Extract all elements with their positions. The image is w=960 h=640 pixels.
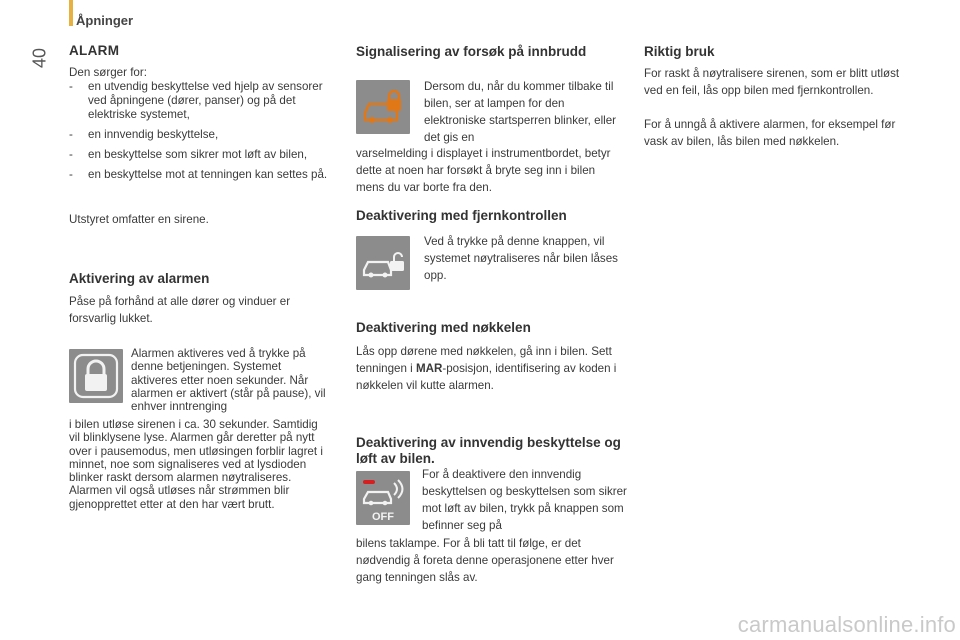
list-item: - en utvendig beskyttelse ved hjelp av sensorer ved åpningene (dører, panser) og på det elektriske systemet, [69, 80, 331, 122]
mar-position-label: MAR [415, 362, 443, 375]
signal-title: Signalisering av forsøk på innbrudd [356, 44, 587, 59]
remote-text: Ved å trykke på denne knappen, vil systemet nøytraliseres når bilen låses opp. [424, 235, 618, 282]
alarm-title: ALARM [69, 43, 120, 58]
key-title: Deaktivering med nøkkelen [356, 320, 531, 335]
activation-title: Aktivering av alarmen [69, 271, 210, 286]
interior-float-text: For å deaktivere den innvendig beskyttelsen og beskyttelsen som sikrer mot løft av bilen, trykk på knappen som befinner seg på [422, 468, 627, 532]
watermark: carmanualsonline.info [737, 612, 956, 637]
key-text: Lås opp dørene med nøkkelen, gå inn i bilen. Sett tenningen i MAR-posisjon, identifisering av koden i nøkkelen vil kutte alarmen. [356, 345, 617, 392]
alarm-intro: Den sørger for: [69, 66, 147, 79]
activation-rest-text: i bilen utløse sirenen i ca. 30 sekunder. Samtidig vil blinklysene lyse. Alarmen går deretter på nytt over i pausemodus, men utløsingen forblir lagret i minnet, noe som signaliseres ved at lysdioden blinker raskt dersom alarmen nøytraliseres. Alarmen vil også utløses når strømmen blir gjenopprettet etter at den har vært brutt. [69, 418, 323, 511]
activation-text: Påse på forhånd at alle dører og vinduer er forsvarlig lukket. [69, 295, 291, 325]
section-title: Åpninger [76, 13, 134, 28]
interior-protection-off-icon [356, 471, 410, 525]
list-item: - en beskyttelse mot at tenningen kan settes på. [69, 168, 331, 182]
remote-unlock-icon [356, 236, 410, 290]
signal-rest-text: varselmelding i displayet i instrumentbordet, betyr dette at noen har forsøkt å bryte seg inn i bilen mens du var borte fra den. [356, 147, 611, 194]
interior-title: Deaktivering av innvendig beskyttelse og løft av bilen. [356, 435, 621, 466]
correct-use-title: Riktig bruk [644, 44, 715, 59]
interior-rest-text: bilens taklampe. For å bli tatt til følge, er det nødvendig å foreta denne operasjonene etter hver gang tenningen slås av. [356, 537, 614, 584]
correct-use-text-1: For raskt å nøytralisere sirenen, som er blitt utløst ved en feil, lås opp bilen med fjernkontrollen. [644, 67, 900, 97]
signal-float-text: Dersom du, når du kommer tilbake til bilen, ser at lampen for den elektroniske startsperren blinker, eller det gis en [424, 80, 617, 144]
page-number: 40 [29, 47, 50, 69]
alarm-button-icon [69, 349, 123, 403]
immobilizer-lamp-icon [356, 80, 410, 134]
correct-use-text-2: For å unngå å aktivere alarmen, for eksempel før vask av bilen, lås bilen med nøkkelen. [644, 118, 896, 148]
list-item: - en beskyttelse som sikrer mot løft av bilen, [69, 148, 331, 162]
off-label: OFF [372, 511, 394, 523]
alarm-feature-list [69, 80, 331, 188]
siren-text: Utstyret omfatter en sirene. [69, 213, 209, 226]
list-item: - en innvendig beskyttelse, [69, 128, 331, 142]
remote-title: Deaktivering med fjernkontrollen [356, 208, 567, 223]
activation-float-text: Alarmen aktiveres ved å trykke på denne betjeningen. Systemet aktiveres etter noen sekunder. Når alarmen er aktivert (står på pause), vil enhver inntrenging [131, 347, 326, 414]
section-accent-bar [69, 0, 73, 26]
